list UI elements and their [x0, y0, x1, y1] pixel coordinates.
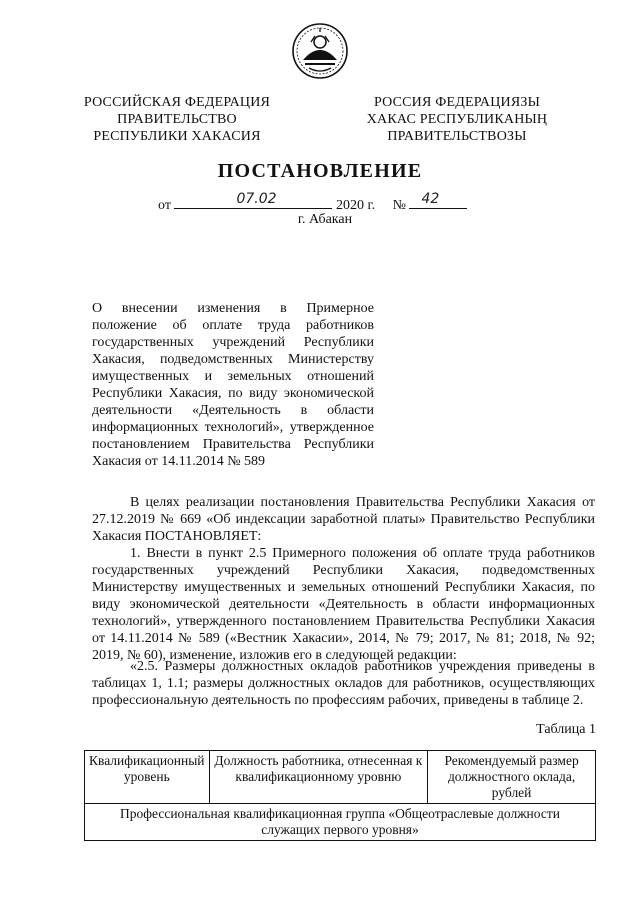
header-right-line-1: РОССИЯ ФЕДЕРАЦИЯЗЫ — [373, 95, 541, 110]
date-handwritten: 07.02 — [236, 191, 277, 207]
header-left — [72, 94, 282, 145]
document-subject: О внесении изменения в Примерное положение об оплате труда работников государственных учреждений Республики Хакасия, подведомственных Министерству имущественных и земельных отношений Республики Хакасия, по виду экономической деятельности «Деятельность в области информационных технологий», утвержденное постановлением Правительства Республики Хакасия от 14.11.2014 № 589 — [92, 301, 374, 469]
city-line: г. Абакан — [297, 212, 353, 227]
table-header-cell: Рекомендуемый размер должностного оклада, рублей — [428, 751, 596, 804]
document-title: ПОСТАНОВЛЕНИЕ — [217, 160, 423, 182]
table-caption: Таблица 1 — [536, 722, 596, 737]
date-year: 2020 г. — [335, 198, 376, 213]
table-group-cell: Профессиональная квалификационная группа «Общеотраслевые должности служащих первого уровня» — [85, 804, 596, 841]
salary-table — [84, 750, 596, 841]
date-blank — [174, 191, 332, 209]
header-left-line-3: РЕСПУБЛИКИ ХАКАСИЯ — [93, 129, 261, 144]
header-right — [352, 94, 562, 145]
header-left-line-2: ПРАВИТЕЛЬСТВО — [117, 112, 237, 127]
date-number-line — [158, 191, 467, 214]
header-right-line-3: ПРАВИТЕЛЬСТВОЗЫ — [387, 129, 527, 144]
coat-of-arms-emblem — [291, 22, 349, 80]
number-label: № — [392, 198, 406, 213]
paragraph-quote-2-5: «2.5. Размеры должностных окладов работников учреждения приведены в таблицах 1, 1.1; размеры должностных окладов для работников, осуществляющих профессиональную деятельность по профессиям рабочих, приведены в таблице 2. — [92, 659, 595, 708]
table-header-cell: Квалификационный уровень — [85, 751, 210, 804]
table-header-row — [85, 751, 596, 804]
paragraph-preamble: В целях реализации постановления Правительства Республики Хакасия от 27.12.2019 № 669 «Об индексации заработной платы» Правительство Республики Хакасия ПОСТАНОВЛЯЕТ: — [92, 495, 595, 544]
paragraph-item-1: 1. Внести в пункт 2.5 Примерного положения об оплате труда работников государственных учреждений Республики Хакасия, подведомственных Министерству имущественных и земельных отношений Республики Хакасия, по виду экономической деятельности «Деятельность в области информационных технологий», утвержденного постановлением Правительства Республики Хакасия от 14.11.2014 № 589 («Вестник Хакасии», 2014, № 79; 2017, № 81; 2018, № 92; 2019, № 60), изменение, изложив его в следующей редакции: — [92, 546, 595, 663]
header-right-line-2: ХАКАС РЕСПУБЛИКАНЫҢ — [366, 112, 548, 127]
number-handwritten: 42 — [421, 191, 440, 207]
date-prefix: от — [158, 198, 171, 213]
table-row — [85, 804, 596, 841]
header-left-line-1: РОССИЙСКАЯ ФЕДЕРАЦИЯ — [83, 95, 271, 110]
number-blank — [409, 191, 467, 209]
table-header-cell: Должность работника, отнесенная к квалификационному уровню — [209, 751, 428, 804]
